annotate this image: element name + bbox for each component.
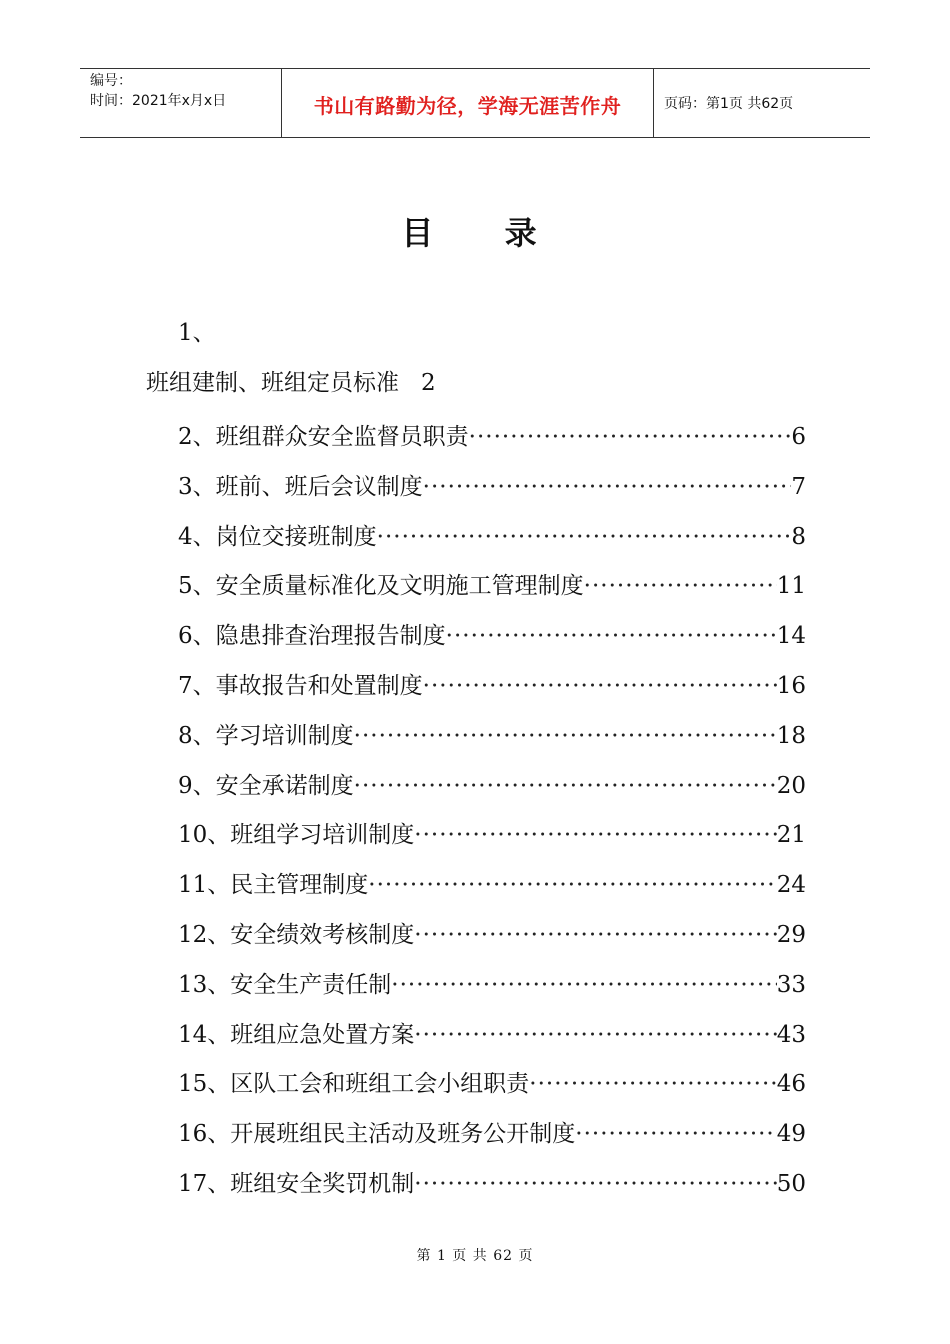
toc-entry: [178, 518, 806, 548]
toc-entry: [178, 717, 806, 747]
toc-entry: [178, 866, 806, 899]
toc-entry: [178, 567, 806, 600]
toc-entry-label: 5、安全质量标准化及文明施工管理制度: [178, 573, 584, 600]
toc-leader-dots: [529, 1071, 776, 1097]
toc-entry-label: 16、开展班组民主活动及班务公开制度: [178, 1121, 576, 1148]
toc-first-entry: [146, 368, 436, 398]
toc-entry-page: 8: [791, 523, 806, 550]
toc-entry: [178, 966, 806, 996]
toc-entry-page: 20: [776, 772, 806, 799]
toc-entry-label: 15、区队工会和班组工会小组职责: [178, 1071, 530, 1098]
toc-first-page: 2: [421, 370, 436, 396]
toc-entry-page: 43: [776, 1021, 806, 1048]
toc-entry-label: 12、安全绩效考核制度: [178, 922, 415, 948]
toc-entry-page: 24: [776, 872, 806, 899]
toc-entry: [178, 1016, 806, 1046]
toc-entry: [178, 816, 806, 849]
toc-entry-label: 4、岗位交接班制度: [178, 523, 377, 550]
toc-entry-page: 46: [776, 1071, 806, 1098]
page-label: 页码：第1页 共62页: [664, 96, 794, 112]
toc-entry: [178, 468, 806, 498]
toc-leader-dots: [414, 1022, 776, 1048]
toc-leader-dots: [584, 573, 777, 599]
toc-entry: [178, 1165, 806, 1195]
toc-leader-dots: [575, 1121, 776, 1147]
toc-entry-page: 33: [776, 971, 806, 998]
toc-entry-label: 17、班组安全奖罚机制: [178, 1171, 415, 1197]
toc-leader-dots: [469, 424, 792, 450]
header-page-cell: [654, 69, 870, 137]
toc-entry: [178, 418, 806, 448]
toc-entry-page: 49: [776, 1121, 806, 1148]
toc-leader-dots: [446, 623, 777, 649]
toc-entry-label: 11、民主管理制度: [178, 872, 369, 899]
toc-entry: [178, 1115, 806, 1148]
toc-entry-page: 16: [776, 673, 806, 699]
toc-leader-dots: [377, 524, 792, 550]
toc-leader-dots: [423, 673, 777, 699]
toc-entry-page: 14: [776, 623, 806, 650]
toc-leader-dots: [414, 922, 776, 948]
toc-entry-page: 7: [791, 473, 806, 500]
toc-entry-page: 18: [776, 722, 806, 749]
toc-leader-dots: [414, 1171, 776, 1197]
toc-entry-label: 14、班组应急处置方案: [178, 1021, 415, 1048]
toc-leader-dots: [423, 474, 792, 500]
toc-entry: [178, 667, 806, 697]
toc-entry-page: 50: [776, 1171, 806, 1197]
toc-entry-label: 8、学习培训制度: [178, 722, 354, 749]
toc-entry-page: 6: [791, 424, 806, 450]
header-meta-cell: [80, 69, 282, 137]
toc-entry-label: 7、事故报告和处置制度: [178, 673, 423, 699]
toc-leader-dots: [354, 773, 777, 799]
page-footer: 第 1 页 共 62 页: [416, 1248, 534, 1264]
toc-entry: [178, 617, 806, 650]
toc-entry-label: 9、安全承诺制度: [178, 772, 354, 799]
toc-first-text: 班组建制、班组定员标准: [146, 370, 399, 396]
toc-entry-label: 13、安全生产责任制: [178, 971, 392, 998]
toc-entry-label: 10、班组学习培训制度: [178, 822, 415, 849]
toc-entry-page: 21: [776, 822, 806, 849]
number-label: 编号：: [90, 73, 132, 89]
toc-first-number: 1、: [178, 320, 216, 346]
toc-leader-dots: [414, 822, 776, 848]
toc-entry-page: 11: [776, 573, 806, 600]
toc-leader-dots: [354, 723, 777, 749]
toc-entry: [178, 1065, 806, 1098]
page-title: 目 录: [401, 214, 567, 252]
toc-entry-label: 6、隐患排查治理报告制度: [178, 623, 446, 650]
toc-leader-dots: [391, 972, 776, 998]
toc-entry-page: 29: [776, 922, 806, 948]
toc-entry: [178, 916, 806, 946]
header-motto-cell: [282, 69, 654, 137]
toc-entry-label: 3、班前、班后会议制度: [178, 473, 423, 500]
header-table: [80, 68, 870, 138]
toc-entry: [178, 767, 806, 797]
toc-entry-label: 2、班组群众安全监督员职责: [178, 424, 469, 450]
time-label: 时间：2021年x月x日: [90, 93, 227, 109]
motto-text: 书山有路勤为径，学海无涯苦作舟: [313, 93, 622, 118]
toc-leader-dots: [368, 872, 776, 898]
